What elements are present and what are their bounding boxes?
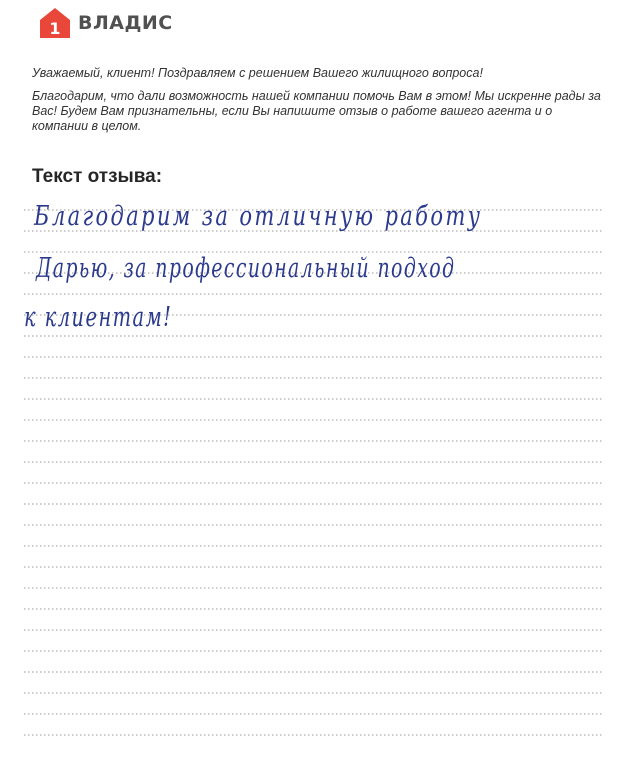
- review-line: к клиентам!: [24, 302, 173, 333]
- thanks-text: Благодарим, что дали возможность нашей компании помочь Вам в этом! Мы искренне рады за Вас! Будем Вам признательны, если Вы напишите отзыв о работе вашего агента и о компании в целом.: [32, 89, 601, 133]
- house-icon: [38, 6, 72, 40]
- logo-digit: 1: [49, 19, 61, 38]
- brand-name: ВЛАДИС: [78, 12, 173, 34]
- review-line: Благодарим за отличную работу: [34, 201, 483, 232]
- greeting-text: Уважаемый, клиент! Поздравляем с решением Вашего жилищного вопроса!: [32, 66, 483, 80]
- review-title: Текст отзыва:: [32, 166, 163, 187]
- review-line: Дарью, за профессиональный подход: [36, 253, 456, 284]
- brand-logo: [38, 6, 173, 40]
